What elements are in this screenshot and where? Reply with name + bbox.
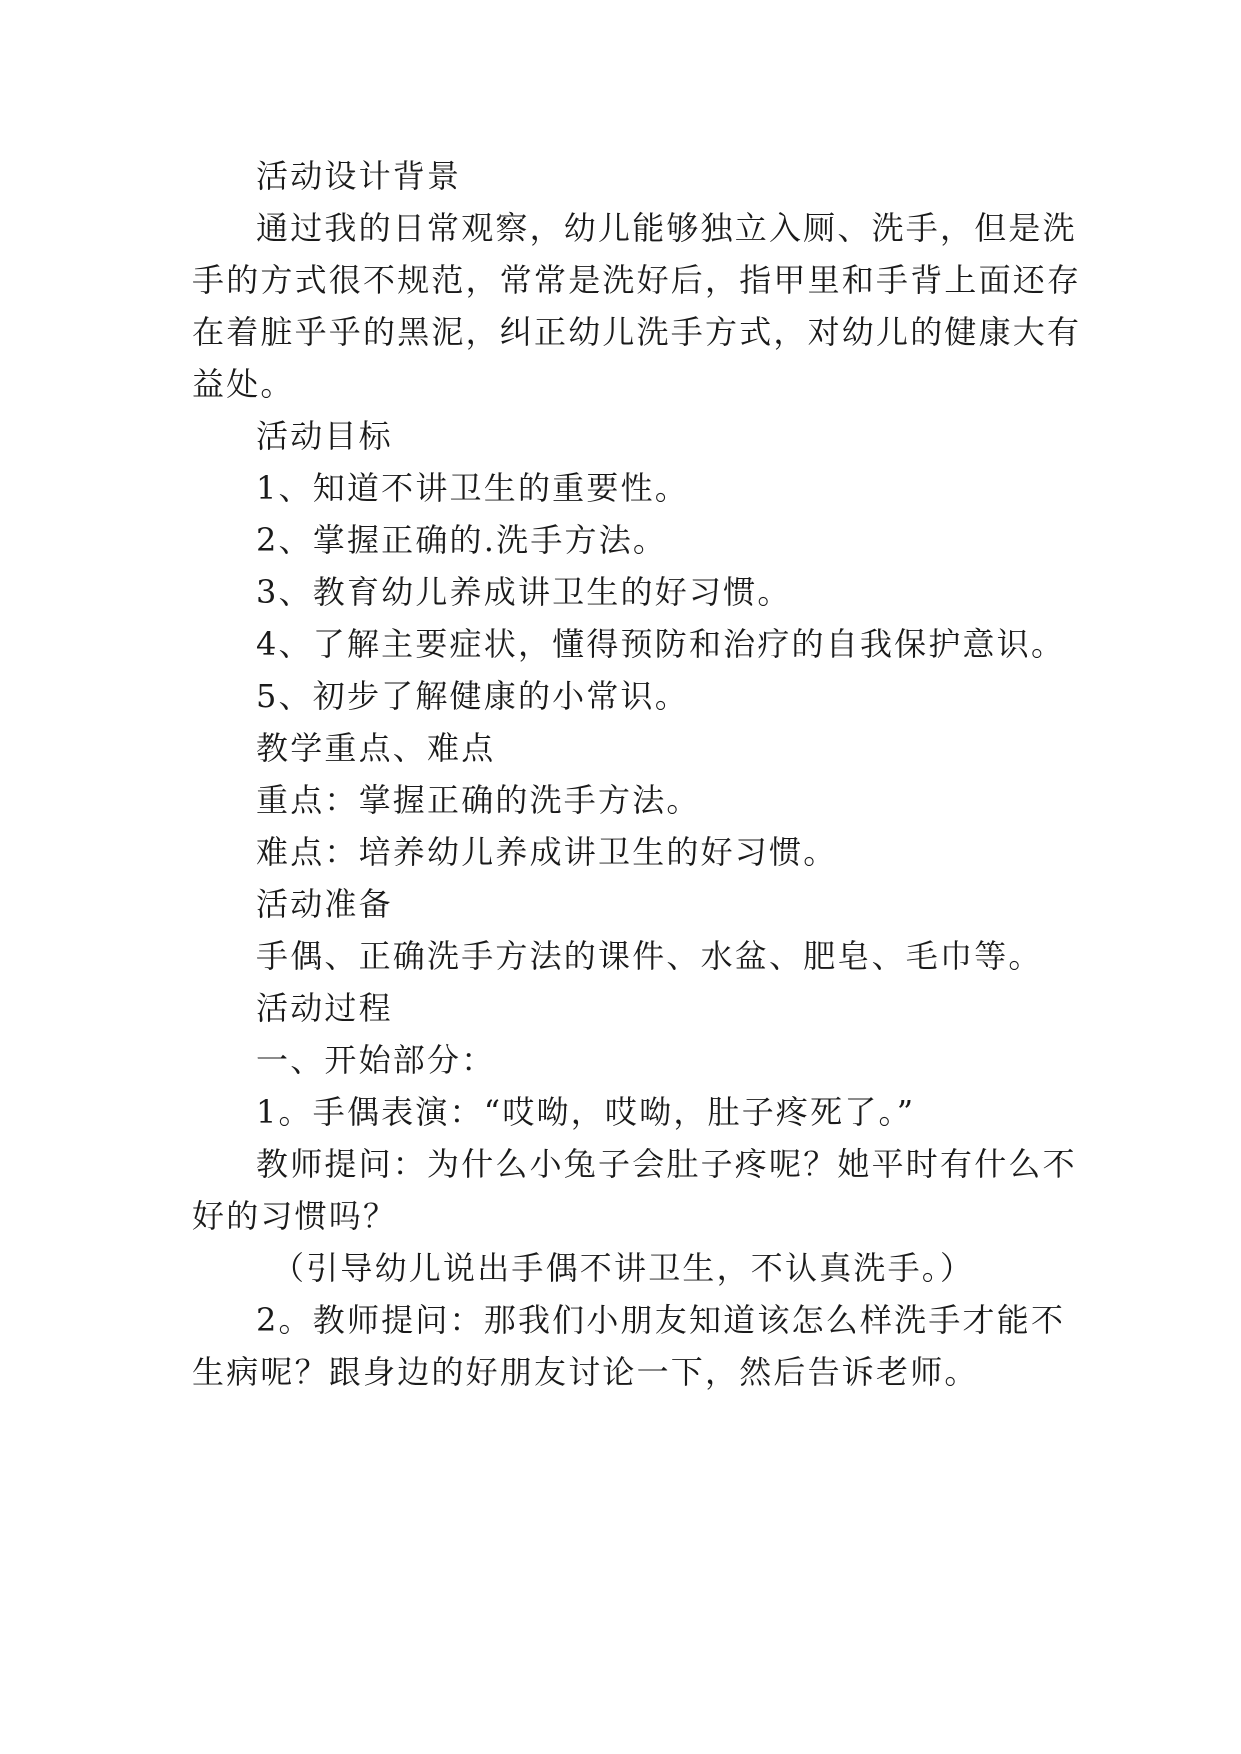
preparation-text: 手偶、正确洗手方法的课件、水盆、肥皂、毛巾等。 bbox=[256, 937, 1043, 975]
heading-key-points: 教学重点、难点 bbox=[256, 729, 496, 767]
heading-activity-goals: 活动目标 bbox=[256, 417, 393, 455]
paragraph-line: 通过我的日常观察，幼儿能够独立入厕、洗手，但是洗 bbox=[256, 209, 1077, 247]
goal-item: 1、知道不讲卫生的重要性。 bbox=[256, 469, 689, 507]
guidance-note: （引导幼儿说出手偶不讲卫生，不认真洗手。） bbox=[272, 1249, 975, 1287]
paragraph-line: 在着脏乎乎的黑泥，纠正幼儿洗手方式，对幼儿的健康大有 bbox=[192, 313, 1082, 351]
goal-item: 3、教育幼儿养成讲卫生的好习惯。 bbox=[256, 573, 792, 611]
key-point: 重点：掌握正确的洗手方法。 bbox=[256, 781, 701, 819]
process-step: 2。教师提问：那我们小朋友知道该怎么样洗手才能不 bbox=[256, 1301, 1066, 1339]
paragraph-line: 益处。 bbox=[192, 365, 295, 403]
difficult-point: 难点：培养幼儿养成讲卫生的好习惯。 bbox=[256, 833, 838, 871]
heading-activity-background: 活动设计背景 bbox=[256, 157, 462, 195]
goal-item: 2、掌握正确的.洗手方法。 bbox=[256, 521, 668, 559]
section-start: 一、开始部分： bbox=[256, 1041, 496, 1079]
paragraph-line: 好的习惯吗？ bbox=[192, 1197, 398, 1235]
paragraph-line: 教师提问：为什么小兔子会肚子疼呢？她平时有什么不 bbox=[256, 1145, 1077, 1183]
paragraph-line: 生病呢？跟身边的好朋友讨论一下，然后告诉老师。 bbox=[192, 1353, 979, 1391]
paragraph-line: 手的方式很不规范，常常是洗好后，指甲里和手背上面还存 bbox=[192, 261, 1082, 299]
heading-preparation: 活动准备 bbox=[256, 885, 393, 923]
goal-item: 5、初步了解健康的小常识。 bbox=[256, 677, 689, 715]
goal-item: 4、了解主要症状，懂得预防和治疗的自我保护意识。 bbox=[256, 625, 1066, 663]
process-step: 1。手偶表演：“哎呦，哎呦，肚子疼死了。” bbox=[256, 1093, 916, 1131]
heading-process: 活动过程 bbox=[256, 989, 393, 1027]
